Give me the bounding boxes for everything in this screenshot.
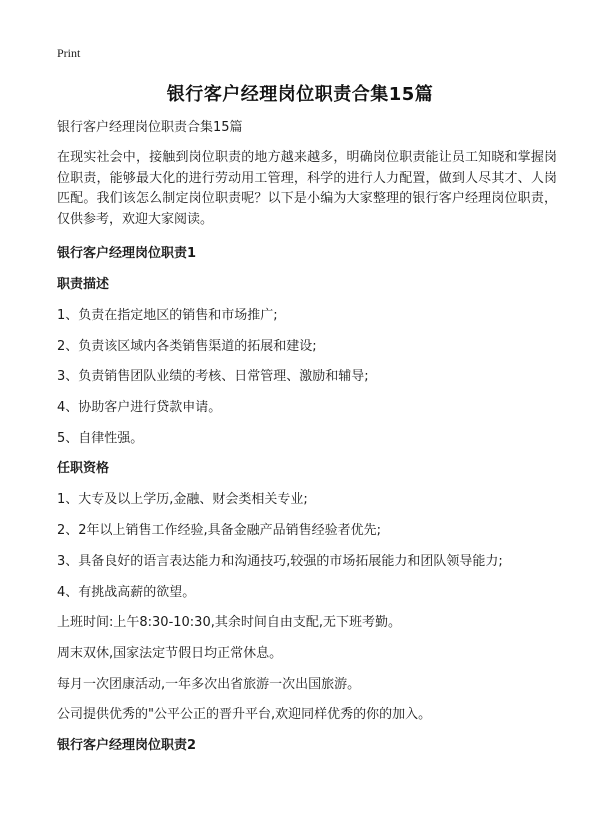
intro-paragraph: 在现实社会中，接触到岗位职责的地方越来越多，明确岗位职责能让员工知晓和掌握岗位职责，能够最大化的进行劳动用工管理，科学的进行人力配置，做到人尽其才、人岗匹配。我们该怎么制定岗位职责呢？以下是小编为大家整理的银行客户经理岗位职责，仅供参考，欢迎大家阅读。 <box>57 150 557 227</box>
requirements-heading: 任职资格 <box>57 461 110 477</box>
section-heading-2: 银行客户经理岗位职责2 <box>57 737 197 753</box>
note-paragraph: 上班时间:上午8:30-10:30,其余时间自由支配,无下班考勤。 <box>57 615 401 631</box>
requirement-item: 3、具备良好的语言表达能力和沟通技巧,较强的市场拓展能力和团队领导能力; <box>57 553 503 569</box>
note-paragraph: 每月一次团康活动,一年多次出省旅游一次出国旅游。 <box>57 676 361 692</box>
print-label: Print <box>57 46 81 60</box>
document-subtitle: 银行客户经理岗位职责合集15篇 <box>57 120 243 135</box>
requirement-item: 1、大专及以上学历,金融、财会类相关专业; <box>57 492 308 508</box>
duty-item: 5、自律性强。 <box>57 430 144 446</box>
duty-item: 4、协助客户进行贷款申请。 <box>57 400 222 416</box>
duty-item: 2、负责该区域内各类销售渠道的拓展和建设; <box>57 338 317 354</box>
requirement-item: 2、2年以上销售工作经验,具备金融产品销售经验者优先; <box>57 523 382 539</box>
document-body <box>57 118 557 767</box>
page-title: 银行客户经理岗位职责合集15篇 <box>166 84 434 105</box>
requirement-item: 4、有挑战高薪的欲望。 <box>57 584 196 600</box>
duty-item: 3、负责销售团队业绩的考核、日常管理、激励和辅导; <box>57 369 369 385</box>
note-paragraph: 公司提供优秀的"公平公正的晋升平台,欢迎同样优秀的你的加入。 <box>57 707 432 723</box>
duty-item: 1、负责在指定地区的销售和市场推广; <box>57 308 278 323</box>
section-heading-1: 银行客户经理岗位职责1 <box>57 246 197 261</box>
duties-heading: 职责描述 <box>57 277 110 292</box>
note-paragraph: 周末双休,国家法定节假日均正常休息。 <box>57 645 283 661</box>
